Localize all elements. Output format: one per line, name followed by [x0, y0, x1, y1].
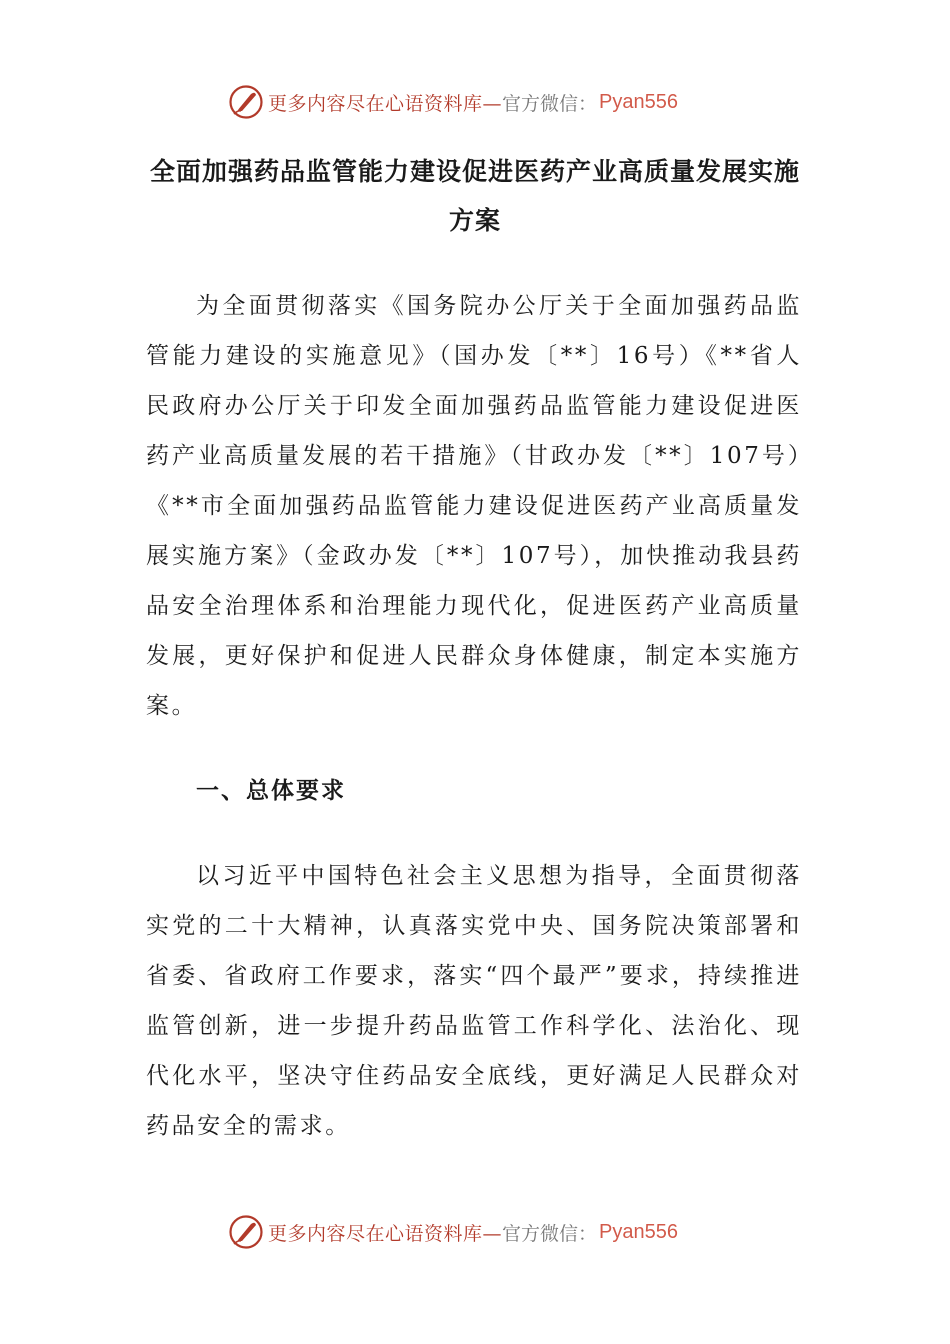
banner-wechat-id: Pyan556 — [599, 1220, 678, 1243]
section-paragraph: 以习近平中国特色社会主义思想为指导，全面贯彻落实党的二十大精神，认真落实党中央、国务院决策部署和省委、省政府工作要求，落实“四个最严”要求，持续推进监管创新，进一步提升药品监管工作科学化、法治化、现代化水平，坚决守住药品安全底线，更好满足人民群众对药品安全的需求。 — [146, 863, 802, 1139]
banner-wechat-id: Pyan556 — [599, 90, 678, 113]
section-heading: 一、总体要求 — [196, 777, 346, 804]
quill-logo-icon — [228, 1214, 264, 1250]
banner-wechat-label: 官方微信： — [502, 1222, 598, 1245]
banner-wechat-label: 官方微信： — [502, 92, 598, 115]
intro-paragraph: 为全面贯彻落实《国务院办公厅关于全面加强药品监管能力建设的实施意见》（国办发〔**〕16号）《**省人民政府办公厅关于印发全面加强药品监管能力建设促进医药产业高质量发展的若干措施》（甘政办发〔**〕107号）《**市全面加强药品监管能力建设促进医药产业高质量发展实施方案》（金政办发〔**〕107号），加快推动我县药品安全治理体系和治理能力现代化，促进医药产业高质量发展，更好保护和促进人民群众身体健康，制定本实施方案。 — [146, 293, 802, 719]
document-title-line2: 方案 — [448, 206, 501, 235]
document-title-line1: 全面加强药品监管能力建设促进医药产业高质量发展实施 — [149, 157, 800, 186]
top-banner — [228, 82, 678, 122]
banner-slogan: 更多内容尽在心语资料库— — [268, 1222, 503, 1245]
quill-logo-icon — [228, 84, 264, 120]
banner-slogan: 更多内容尽在心语资料库— — [268, 92, 503, 115]
bottom-banner — [228, 1212, 678, 1252]
